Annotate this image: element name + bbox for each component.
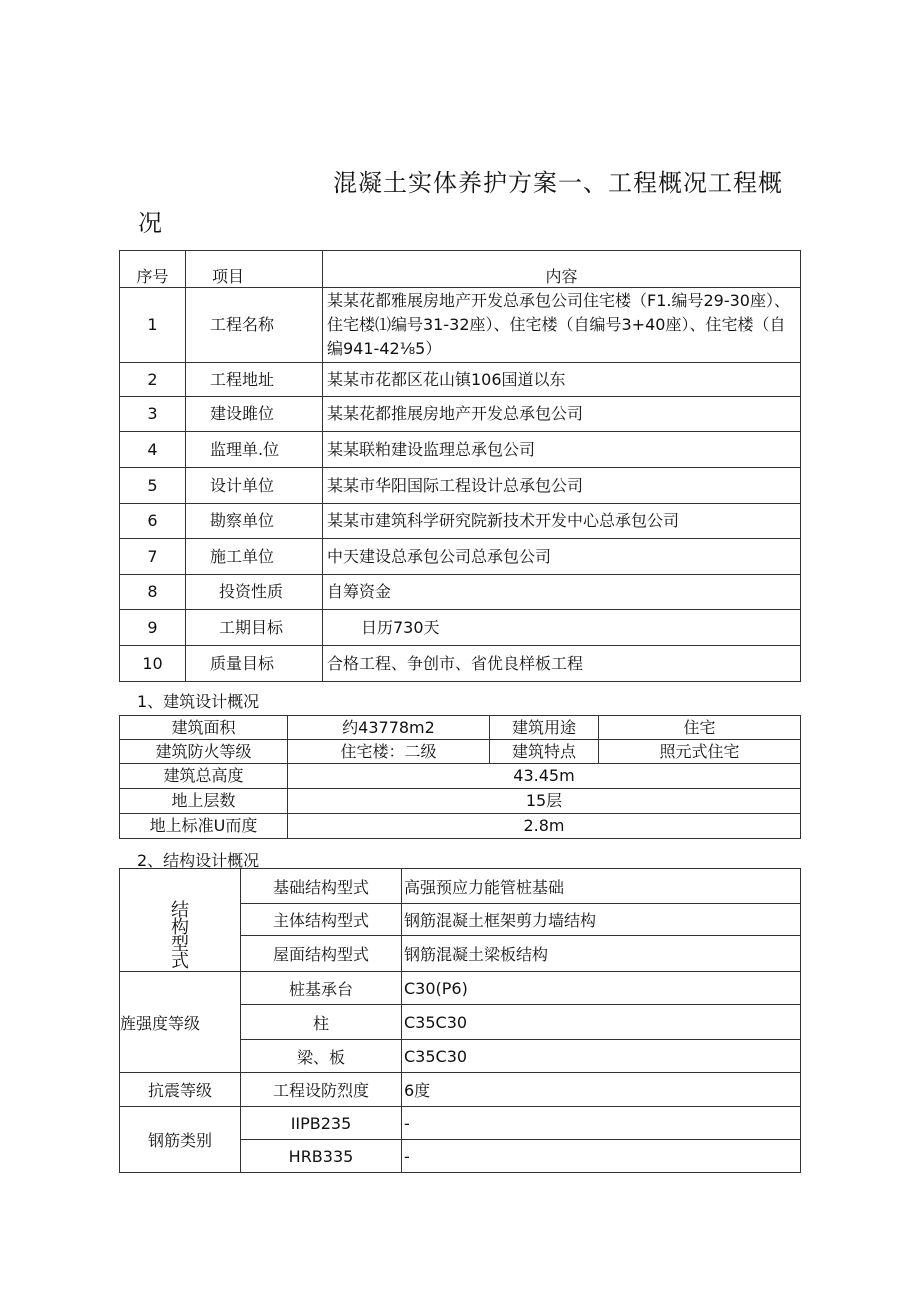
header-content: 内容 — [323, 251, 801, 288]
rebar1-value: - — [402, 1107, 801, 1140]
header-item: 项目 — [186, 251, 323, 288]
row-content: 合格工程、争创市、省优良样板工程 — [323, 646, 801, 682]
column-label: 柱 — [241, 1005, 402, 1040]
row-content: 某某市建筑科学研究院新技术开发中心总承包公司 — [323, 504, 801, 539]
feature-value: 照元式住宅 — [599, 740, 801, 764]
section-architecture-title: 1、建筑设计概况 — [137, 692, 260, 711]
row-no: 9 — [120, 610, 186, 646]
seismic-group-label: 抗震等级 — [120, 1073, 241, 1107]
column-value: C35C30 — [402, 1005, 801, 1040]
seismic-value: 6度 — [402, 1073, 801, 1107]
table-row — [120, 764, 801, 789]
fire-label: 建筑防火等级 — [120, 740, 288, 764]
rebar1-label: IIPB235 — [241, 1107, 402, 1140]
row-no: 7 — [120, 539, 186, 575]
table-row — [120, 869, 801, 904]
feature-label: 建筑特点 — [490, 740, 599, 764]
height-label: 建筑总高度 — [120, 764, 288, 789]
document-title: 混凝土实体养护方案一、工程概况工程概 — [333, 169, 783, 197]
row-item: 施工单位 — [186, 539, 323, 575]
rebar-group-label: 钢筋类别 — [120, 1107, 241, 1173]
structure-type-group — [120, 869, 241, 972]
project-overview-table — [119, 250, 801, 682]
std-height-label: 地上标准U而度 — [120, 814, 288, 839]
row-item: 质量目标 — [186, 646, 323, 682]
table-row — [120, 575, 801, 610]
table-row — [120, 610, 801, 646]
area-value: 约43778m2 — [288, 716, 490, 740]
structure-table — [119, 868, 801, 1173]
foundation-label: 基础结构型式 — [241, 869, 402, 904]
row-item: 监理单.位 — [186, 432, 323, 468]
table-row — [120, 789, 801, 814]
pile-cap-label: 桩基承台 — [241, 972, 402, 1005]
strength-group-label: 旌强度等级 — [120, 972, 241, 1073]
beam-value: C35C30 — [402, 1040, 801, 1073]
table-row — [120, 432, 801, 468]
row-item: 工期目标 — [186, 610, 323, 646]
std-height-value: 2.8m — [288, 814, 801, 839]
row-content: 某某花都雅展房地产开发总承包公司住宅楼（F1.编号29-30座）、住宅楼⑴编号31-32座）、住宅楼（自编号3+40座）、住宅楼（自编941-42⅛5） — [323, 288, 801, 363]
main-label: 主体结构型式 — [241, 904, 402, 935]
row-content: 某某花都推展房地产开发总承包公司 — [323, 397, 801, 432]
floors-label: 地上层数 — [120, 789, 288, 814]
table-header-row — [120, 251, 801, 288]
table-row — [120, 740, 801, 764]
row-item: 建设雎位 — [186, 397, 323, 432]
architecture-table — [119, 715, 801, 839]
table-row — [120, 646, 801, 682]
table-row — [120, 363, 801, 397]
row-content: 日历730天 — [323, 610, 801, 646]
document-title-continued: 况 — [138, 209, 162, 237]
table-row — [120, 504, 801, 539]
row-item: 投资性质 — [186, 575, 323, 610]
table-row — [120, 972, 801, 1005]
table-row — [120, 1073, 801, 1107]
beam-label: 梁、板 — [241, 1040, 402, 1073]
header-no: 序号 — [120, 251, 186, 288]
roof-label: 屋面结构型式 — [241, 935, 402, 971]
row-content: 某某市花都区花山镇106国道以东 — [323, 363, 801, 397]
pile-cap-value: C30(P6) — [402, 972, 801, 1005]
row-item: 工程地址 — [186, 363, 323, 397]
table-row — [120, 288, 801, 363]
table-row — [120, 814, 801, 839]
row-no: 4 — [120, 432, 186, 468]
row-content: 中天建设总承包公司总承包公司 — [323, 539, 801, 575]
row-no: 3 — [120, 397, 186, 432]
use-value: 住宅 — [599, 716, 801, 740]
main-value: 钢筋混凝土框架剪力墙结构 — [402, 904, 801, 935]
row-no: 8 — [120, 575, 186, 610]
fire-value: 住宅楼：二级 — [288, 740, 490, 764]
row-no: 2 — [120, 363, 186, 397]
row-item: 勘察单位 — [186, 504, 323, 539]
table-row — [120, 539, 801, 575]
row-no: 10 — [120, 646, 186, 682]
floors-value: 15层 — [288, 789, 801, 814]
row-content: 自筹资金 — [323, 575, 801, 610]
section-structure-title: 2、结构设计概况 — [137, 851, 260, 870]
use-label: 建筑用途 — [490, 716, 599, 740]
seismic-label: 工程设防烈度 — [241, 1073, 402, 1107]
row-content: 某某联粕建设监理总承包公司 — [323, 432, 801, 468]
table-row — [120, 397, 801, 432]
rebar2-label: HRB335 — [241, 1140, 402, 1173]
rebar2-value: - — [402, 1140, 801, 1173]
foundation-value: 高强预应力能管桩基础 — [402, 869, 801, 904]
table-row — [120, 468, 801, 504]
area-label: 建筑面积 — [120, 716, 288, 740]
row-item: 设计单位 — [186, 468, 323, 504]
height-value: 43.45m — [288, 764, 801, 789]
roof-value: 钢筋混凝土梁板结构 — [402, 935, 801, 971]
row-no: 5 — [120, 468, 186, 504]
row-no: 1 — [120, 288, 186, 363]
table-row — [120, 1107, 801, 1140]
row-content: 某某市华阳国际工程设计总承包公司 — [323, 468, 801, 504]
table-row — [120, 716, 801, 740]
structure-type-group-label: 结构型式 — [171, 900, 189, 972]
row-no: 6 — [120, 504, 186, 539]
row-item: 工程名称 — [186, 288, 323, 363]
